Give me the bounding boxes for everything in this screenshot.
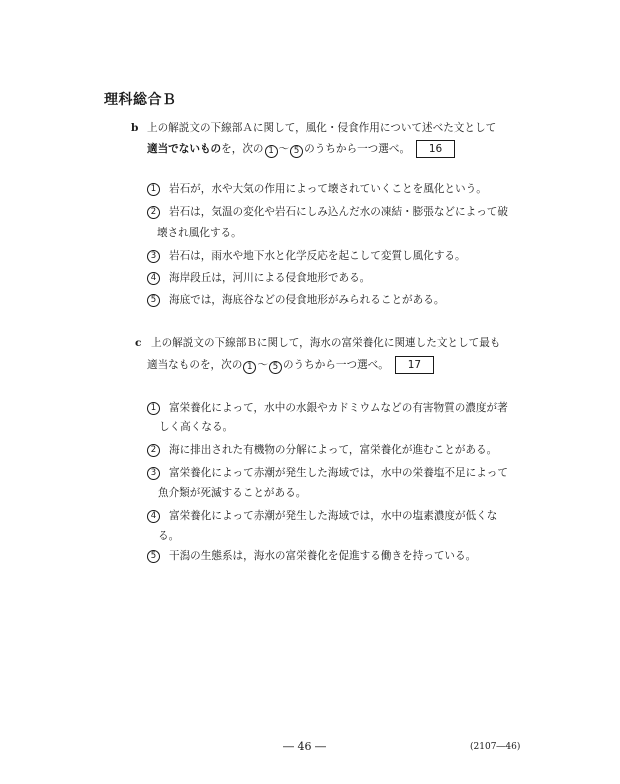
question-c-line1 xyxy=(135,336,500,350)
option-number-icon: 3 xyxy=(147,250,160,263)
option-b2-continuation: 壊され風化する。 xyxy=(157,227,242,239)
option-number-icon: 4 xyxy=(147,510,160,523)
question-text: 上の解説文の下線部Ａに関して，風化・侵食作用について述べた文として xyxy=(147,122,497,134)
option-number-icon: 3 xyxy=(147,467,160,480)
option-text: 富栄養化によって，水中の水銀やカドミウムなどの有害物質の濃度が著 xyxy=(169,402,508,414)
option-number-icon: 1 xyxy=(147,183,160,196)
option-number-icon: 5 xyxy=(147,550,160,563)
option-text: 岩石は，雨水や地下水と化学反応を起こして変質し風化する。 xyxy=(169,250,466,262)
option-c4-continuation: る。 xyxy=(158,530,180,542)
option-number-icon: 2 xyxy=(147,206,160,219)
question-c-line2 xyxy=(147,356,434,374)
option-number-icon: 1 xyxy=(147,402,160,415)
section-heading: 理科総合Ｂ xyxy=(104,92,177,108)
range-end-icon: 5 xyxy=(269,361,282,374)
answer-box[interactable]: 16 xyxy=(416,140,455,158)
range-separator: ～ xyxy=(257,359,268,371)
page-number: ― 46 ― xyxy=(283,740,326,753)
option-text: 干潟の生態系は，海水の富栄養化を促進する働きを持っている。 xyxy=(169,550,477,562)
option-number-icon: 5 xyxy=(147,294,160,307)
option-text: 海に排出された有機物の分解によって，富栄養化が進むことがある。 xyxy=(169,444,498,456)
question-text: のうちから一つ選べ。 xyxy=(282,359,389,371)
option-text: 海岸段丘は，河川による侵食地形である。 xyxy=(169,272,371,284)
question-letter: b xyxy=(131,122,139,134)
question-text: のうちから一つ選べ。 xyxy=(304,143,411,155)
option-text: 富栄養化によって赤潮が発生した海域では，水中の栄養塩不足によって xyxy=(169,467,508,479)
range-start-icon: 1 xyxy=(265,145,278,158)
question-text: 上の解説文の下線部Ｂに関して，海水の富栄養化に関連した文として最も xyxy=(151,337,501,349)
option-text: 海底では，海底谷などの侵食地形がみられることがある。 xyxy=(169,294,445,306)
option-text: 岩石が，水や大気の作用によって壊されていくことを風化という。 xyxy=(169,183,487,195)
option-text: 岩石は，気温の変化や岩石にしみ込んだ水の凍結・膨張などによって破 xyxy=(169,206,508,218)
emphasis-text: 適当でないもの xyxy=(147,143,222,155)
option-text: 富栄養化によって赤潮が発生した海域では，水中の塩素濃度が低くな xyxy=(169,510,498,522)
range-start-icon: 1 xyxy=(243,361,256,374)
range-separator: ～ xyxy=(278,143,290,155)
question-text: 適当なものを，次の xyxy=(147,359,243,371)
option-c1-continuation: しく高くなる。 xyxy=(159,421,234,433)
question-b-line2 xyxy=(147,140,455,158)
question-b-line1 xyxy=(131,121,496,135)
question-letter: c xyxy=(135,337,142,349)
option-c3-continuation: 魚介類が死滅することがある。 xyxy=(158,487,307,499)
option-number-icon: 4 xyxy=(147,272,160,285)
document-code: (2107―46) xyxy=(470,742,521,752)
answer-box[interactable]: 17 xyxy=(395,356,434,374)
option-number-icon: 2 xyxy=(147,444,160,457)
question-text: を，次の xyxy=(221,143,264,155)
range-end-icon: 5 xyxy=(290,145,303,158)
